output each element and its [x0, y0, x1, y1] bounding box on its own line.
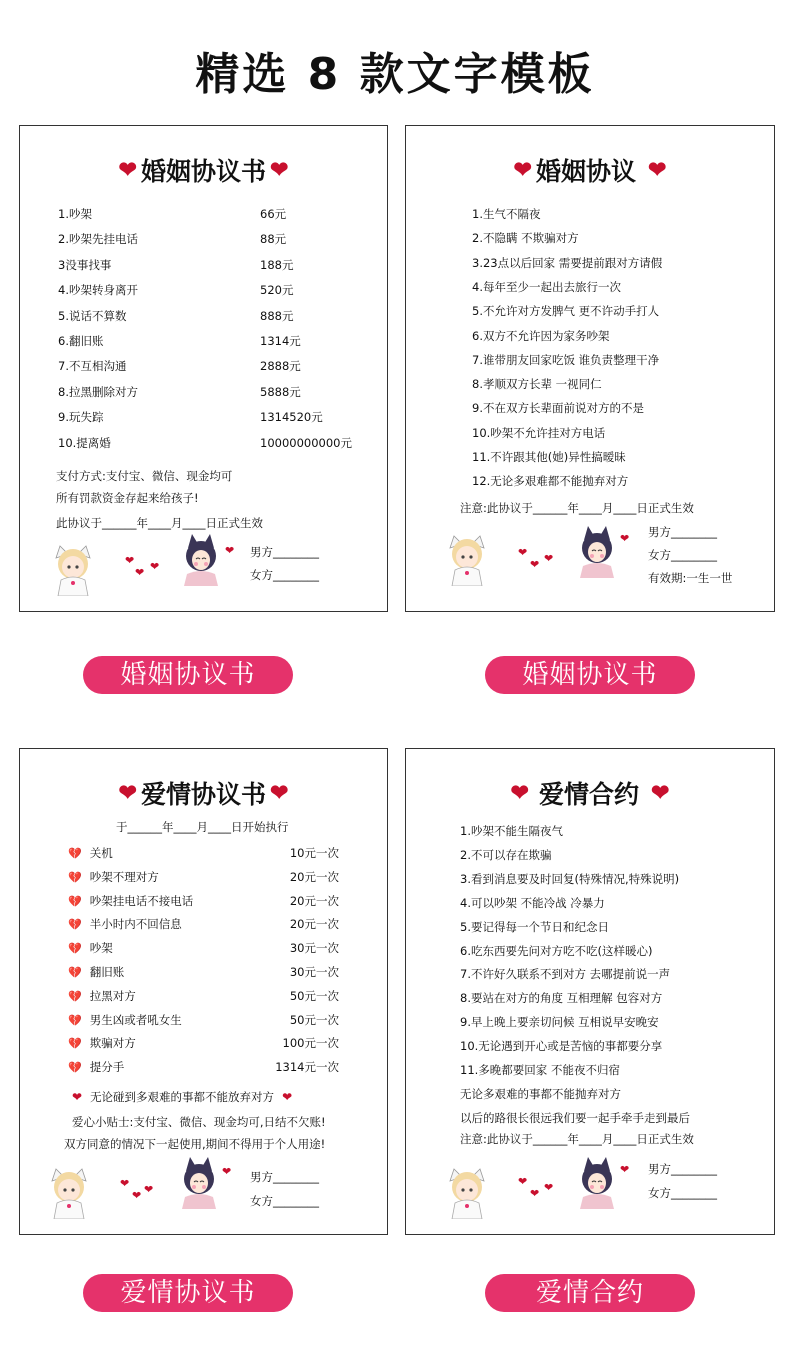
- template-label-pill[interactable]: 爱情合约: [485, 1274, 695, 1312]
- heart-icon: ❤: [270, 780, 289, 806]
- card-title: [20, 152, 387, 188]
- penalty-label: 吵架不理对方: [89, 869, 159, 884]
- start-date: 于______年____月____日开始执行: [116, 820, 289, 834]
- penalty-label: 半小时内不回信息: [89, 917, 182, 932]
- female-signature-field: 女方________: [250, 568, 319, 582]
- penalty-label: 1.吵架: [58, 207, 92, 221]
- rule-item: 5.不允许对方发脾气 更不许动手打人: [472, 304, 660, 319]
- heart-icon: ❤: [282, 1090, 293, 1104]
- broken-heart-icon: 💔: [68, 966, 82, 979]
- rule-item: 7.不许好久联系不到对方 去哪提前说一声: [460, 967, 671, 982]
- heart-icon: ❤: [132, 1189, 142, 1202]
- card-title-text: 婚姻协议: [535, 157, 636, 186]
- girl-illustration-icon: [444, 1167, 490, 1219]
- girl-illustration-icon: [46, 1167, 92, 1219]
- penalty-label: 5.说话不算数: [58, 308, 127, 323]
- effective-date: 注意:此协议于______年____月____日正式生效: [460, 501, 694, 515]
- effective-date: 注意:此协议于______年____月____日正式生效: [460, 1132, 694, 1146]
- penalty-label: 吵架: [89, 941, 113, 956]
- penalty-value: 66元: [260, 207, 287, 221]
- penalty-label: 6.翻旧账: [58, 334, 104, 348]
- fund-note: 所有罚款资金存起来给孩子!: [56, 491, 199, 505]
- penalty-label: 提分手: [89, 1060, 125, 1075]
- penalty-label-wrap: [68, 893, 193, 909]
- broken-heart-icon: 💔: [68, 870, 82, 884]
- penalty-label-wrap: [68, 988, 136, 1004]
- penalty-value: 20元一次: [289, 893, 339, 908]
- girl-illustration-icon: [444, 534, 490, 586]
- heart-icon: ❤: [544, 1181, 554, 1194]
- effective-date: 此协议于______年____月____日正式生效: [56, 516, 263, 530]
- rule-item: 8.要站在对方的角度 互相理解 包容对方: [460, 991, 663, 1006]
- heart-icon: ❤: [620, 532, 630, 545]
- rule-item: 9.早上晚上要亲切问候 互相说早安晚安: [460, 1015, 659, 1030]
- female-signature-field: 女方________: [250, 1194, 319, 1208]
- card-title: [20, 775, 387, 811]
- heart-icon: ❤: [530, 1187, 540, 1200]
- heart-icon: ❤: [513, 157, 532, 183]
- penalty-label-wrap: [68, 1059, 124, 1075]
- heart-icon: ❤: [125, 554, 135, 567]
- heart-icon: ❤: [651, 780, 670, 806]
- penalty-value: 100元一次: [282, 1036, 339, 1051]
- penalty-label: 2.吵架先挂电话: [58, 232, 138, 247]
- rule-item: 4.可以吵架 不能冷战 冷暴力: [460, 895, 605, 910]
- penalty-value: 1314元: [260, 334, 301, 348]
- template-label-pill[interactable]: 婚姻协议书: [83, 656, 293, 694]
- tip-line-2: 双方同意的情况下一起使用,期间不得用于个人用途!: [64, 1137, 326, 1151]
- broken-heart-icon: 💔: [68, 894, 82, 908]
- heart-icon: ❤: [118, 157, 137, 183]
- heart-icon: ❤: [225, 544, 235, 557]
- penalty-label-wrap: [68, 1012, 182, 1028]
- catgirl-illustration-icon: [176, 1157, 222, 1209]
- tip-line-1: 爱心小贴士:支付宝、微信、现金均可,日结不欠账!: [72, 1115, 326, 1129]
- heart-icon: ❤: [530, 558, 540, 571]
- broken-heart-icon: 💔: [68, 918, 82, 932]
- rule-item: 10.无论遇到开心或是苦恼的事都要分享: [460, 1039, 663, 1054]
- penalty-value: 5888元: [260, 384, 301, 399]
- heart-icon: ❤: [648, 157, 667, 183]
- heart-icon: ❤: [72, 1090, 83, 1104]
- heart-icon: ❤: [120, 1177, 130, 1190]
- rule-item: 11.不许跟其他(她)异性搞暧昧: [472, 450, 626, 464]
- penalty-label-wrap: [68, 940, 113, 956]
- card-title: [406, 775, 774, 811]
- card-title-text: 爱情合约: [538, 780, 639, 809]
- heart-icon: ❤: [222, 1165, 232, 1178]
- rule-item: 以后的路很长很远我们要一起手牵手走到最后: [460, 1110, 690, 1125]
- penalty-value: 50元一次: [289, 1012, 339, 1027]
- template-label-pill[interactable]: 婚姻协议书: [485, 656, 695, 694]
- template-label-pill[interactable]: 爱情协议书: [83, 1274, 293, 1312]
- broken-heart-icon: 💔: [68, 1013, 82, 1027]
- penalty-label: 4.吵架转身离开: [58, 283, 138, 298]
- heart-icon: ❤: [620, 1163, 630, 1176]
- rule-item: 3.23点以后回家 需要提前跟对方请假: [472, 255, 663, 270]
- penalty-label-wrap: [68, 916, 182, 932]
- card-marriage-agreement: [405, 125, 775, 612]
- catgirl-illustration-icon: [574, 1157, 620, 1209]
- penalty-value: 2888元: [260, 359, 301, 374]
- penalty-value: 188元: [260, 257, 294, 272]
- pay-method: 支付方式:支付宝、微信、现金均可: [56, 469, 233, 483]
- penalty-label: 吵架挂电话不接电话: [89, 893, 194, 908]
- rule-item: 1.吵架不能生隔夜气: [460, 824, 563, 838]
- catgirl-illustration-icon: [574, 526, 620, 578]
- penalty-value: 20元一次: [289, 917, 339, 932]
- heart-icon: ❤: [144, 1183, 154, 1196]
- penalty-label: 9.玩失踪: [58, 410, 104, 425]
- motto-text: 无论碰到多艰难的事都不能放弃对方: [90, 1090, 275, 1104]
- rule-item: 5.要记得每一个节日和纪念日: [460, 919, 609, 934]
- penalty-value: 20元一次: [289, 869, 339, 884]
- heart-icon: ❤: [150, 560, 160, 573]
- penalty-label-wrap: [68, 845, 113, 861]
- heart-icon: ❤: [510, 780, 529, 806]
- validity-period: 有效期:一生一世: [648, 571, 733, 585]
- card-title-text: 婚姻协议书: [140, 157, 266, 186]
- rule-item: 6.双方不允许因为家务吵架: [472, 328, 610, 343]
- rule-item: 3.看到消息要及时回复(特殊情况,特殊说明): [460, 871, 680, 886]
- card-title: [406, 152, 774, 188]
- motto: [72, 1089, 292, 1105]
- penalty-label: 男生凶或者吼女生: [89, 1012, 182, 1027]
- heart-icon: ❤: [270, 157, 289, 183]
- penalty-label: 10.提离婚: [58, 435, 111, 450]
- rule-item: 7.谁带朋友回家吃饭 谁负责整理干净: [472, 352, 660, 367]
- penalty-value: 520元: [260, 283, 294, 298]
- rule-item: 12.无论多艰难都不能抛弃对方: [472, 474, 629, 489]
- broken-heart-icon: 💔: [68, 942, 82, 956]
- rule-item: 8.孝顺双方长辈 一视同仁: [472, 377, 602, 392]
- penalty-label: 欺骗对方: [89, 1036, 136, 1051]
- male-signature-field: 男方________: [648, 525, 717, 539]
- rule-item: 无论多艰难的事都不能抛弃对方: [460, 1086, 621, 1101]
- penalty-label: 翻旧账: [89, 965, 125, 979]
- rule-item: 10.吵架不允许挂对方电话: [472, 425, 606, 440]
- heart-icon: ❤: [518, 546, 528, 559]
- broken-heart-icon: 💔: [68, 1037, 82, 1051]
- penalty-label-wrap: [68, 964, 124, 980]
- female-signature-field: 女方________: [648, 1186, 717, 1200]
- rule-item: 2.不隐瞒 不欺骗对方: [472, 231, 579, 246]
- penalty-value: 30元一次: [289, 965, 339, 979]
- rule-item: 2.不可以存在欺骗: [460, 847, 552, 862]
- penalty-label: 拉黑对方: [89, 988, 136, 1003]
- penalty-value: 1314元一次: [275, 1060, 339, 1075]
- broken-heart-icon: 💔: [68, 989, 82, 1003]
- rule-item: 9.不在双方长辈面前说对方的不是: [472, 401, 644, 416]
- rule-item: 4.每年至少一起出去旅行一次: [472, 279, 621, 294]
- penalty-label: 关机: [89, 846, 113, 860]
- penalty-value: 10000000000元: [260, 435, 352, 450]
- penalty-value: 30元一次: [289, 941, 339, 956]
- card-title-text: 爱情协议书: [140, 780, 266, 809]
- page-title: 精选 8 款文字模板: [195, 49, 595, 100]
- penalty-value: 888元: [260, 308, 294, 323]
- broken-heart-icon: 💔: [68, 847, 82, 860]
- catgirl-illustration-icon: [178, 534, 224, 586]
- heart-icon: ❤: [544, 552, 554, 565]
- girl-illustration-icon: [50, 544, 96, 596]
- female-signature-field: 女方________: [648, 548, 717, 562]
- male-signature-field: 男方________: [250, 545, 319, 559]
- male-signature-field: 男方________: [648, 1162, 717, 1176]
- penalty-value: 50元一次: [289, 988, 339, 1003]
- card-marriage-agreement-book: [19, 125, 388, 612]
- rule-item: 11.多晚都要回家 不能夜不归宿: [460, 1063, 620, 1077]
- rule-item: 1.生气不隔夜: [472, 207, 541, 221]
- penalty-value: 10元一次: [289, 846, 339, 860]
- penalty-value: 88元: [260, 232, 287, 247]
- heart-icon: ❤: [118, 780, 137, 806]
- penalty-label: 3没事找事: [58, 257, 112, 272]
- heart-icon: ❤: [135, 566, 145, 579]
- penalty-label-wrap: [68, 1035, 136, 1051]
- card-love-agreement-book: [19, 748, 388, 1235]
- heart-icon: ❤: [518, 1175, 528, 1188]
- male-signature-field: 男方________: [250, 1170, 319, 1184]
- penalty-label: 8.拉黑删除对方: [58, 384, 138, 399]
- broken-heart-icon: 💔: [68, 1061, 82, 1075]
- penalty-label: 7.不互相沟通: [58, 359, 127, 374]
- penalty-label-wrap: [68, 869, 159, 885]
- rule-item: 6.吃东西要先问对方吃不吃(这样暖心): [460, 943, 653, 958]
- penalty-value: 1314520元: [260, 410, 323, 425]
- card-love-contract: [405, 748, 775, 1235]
